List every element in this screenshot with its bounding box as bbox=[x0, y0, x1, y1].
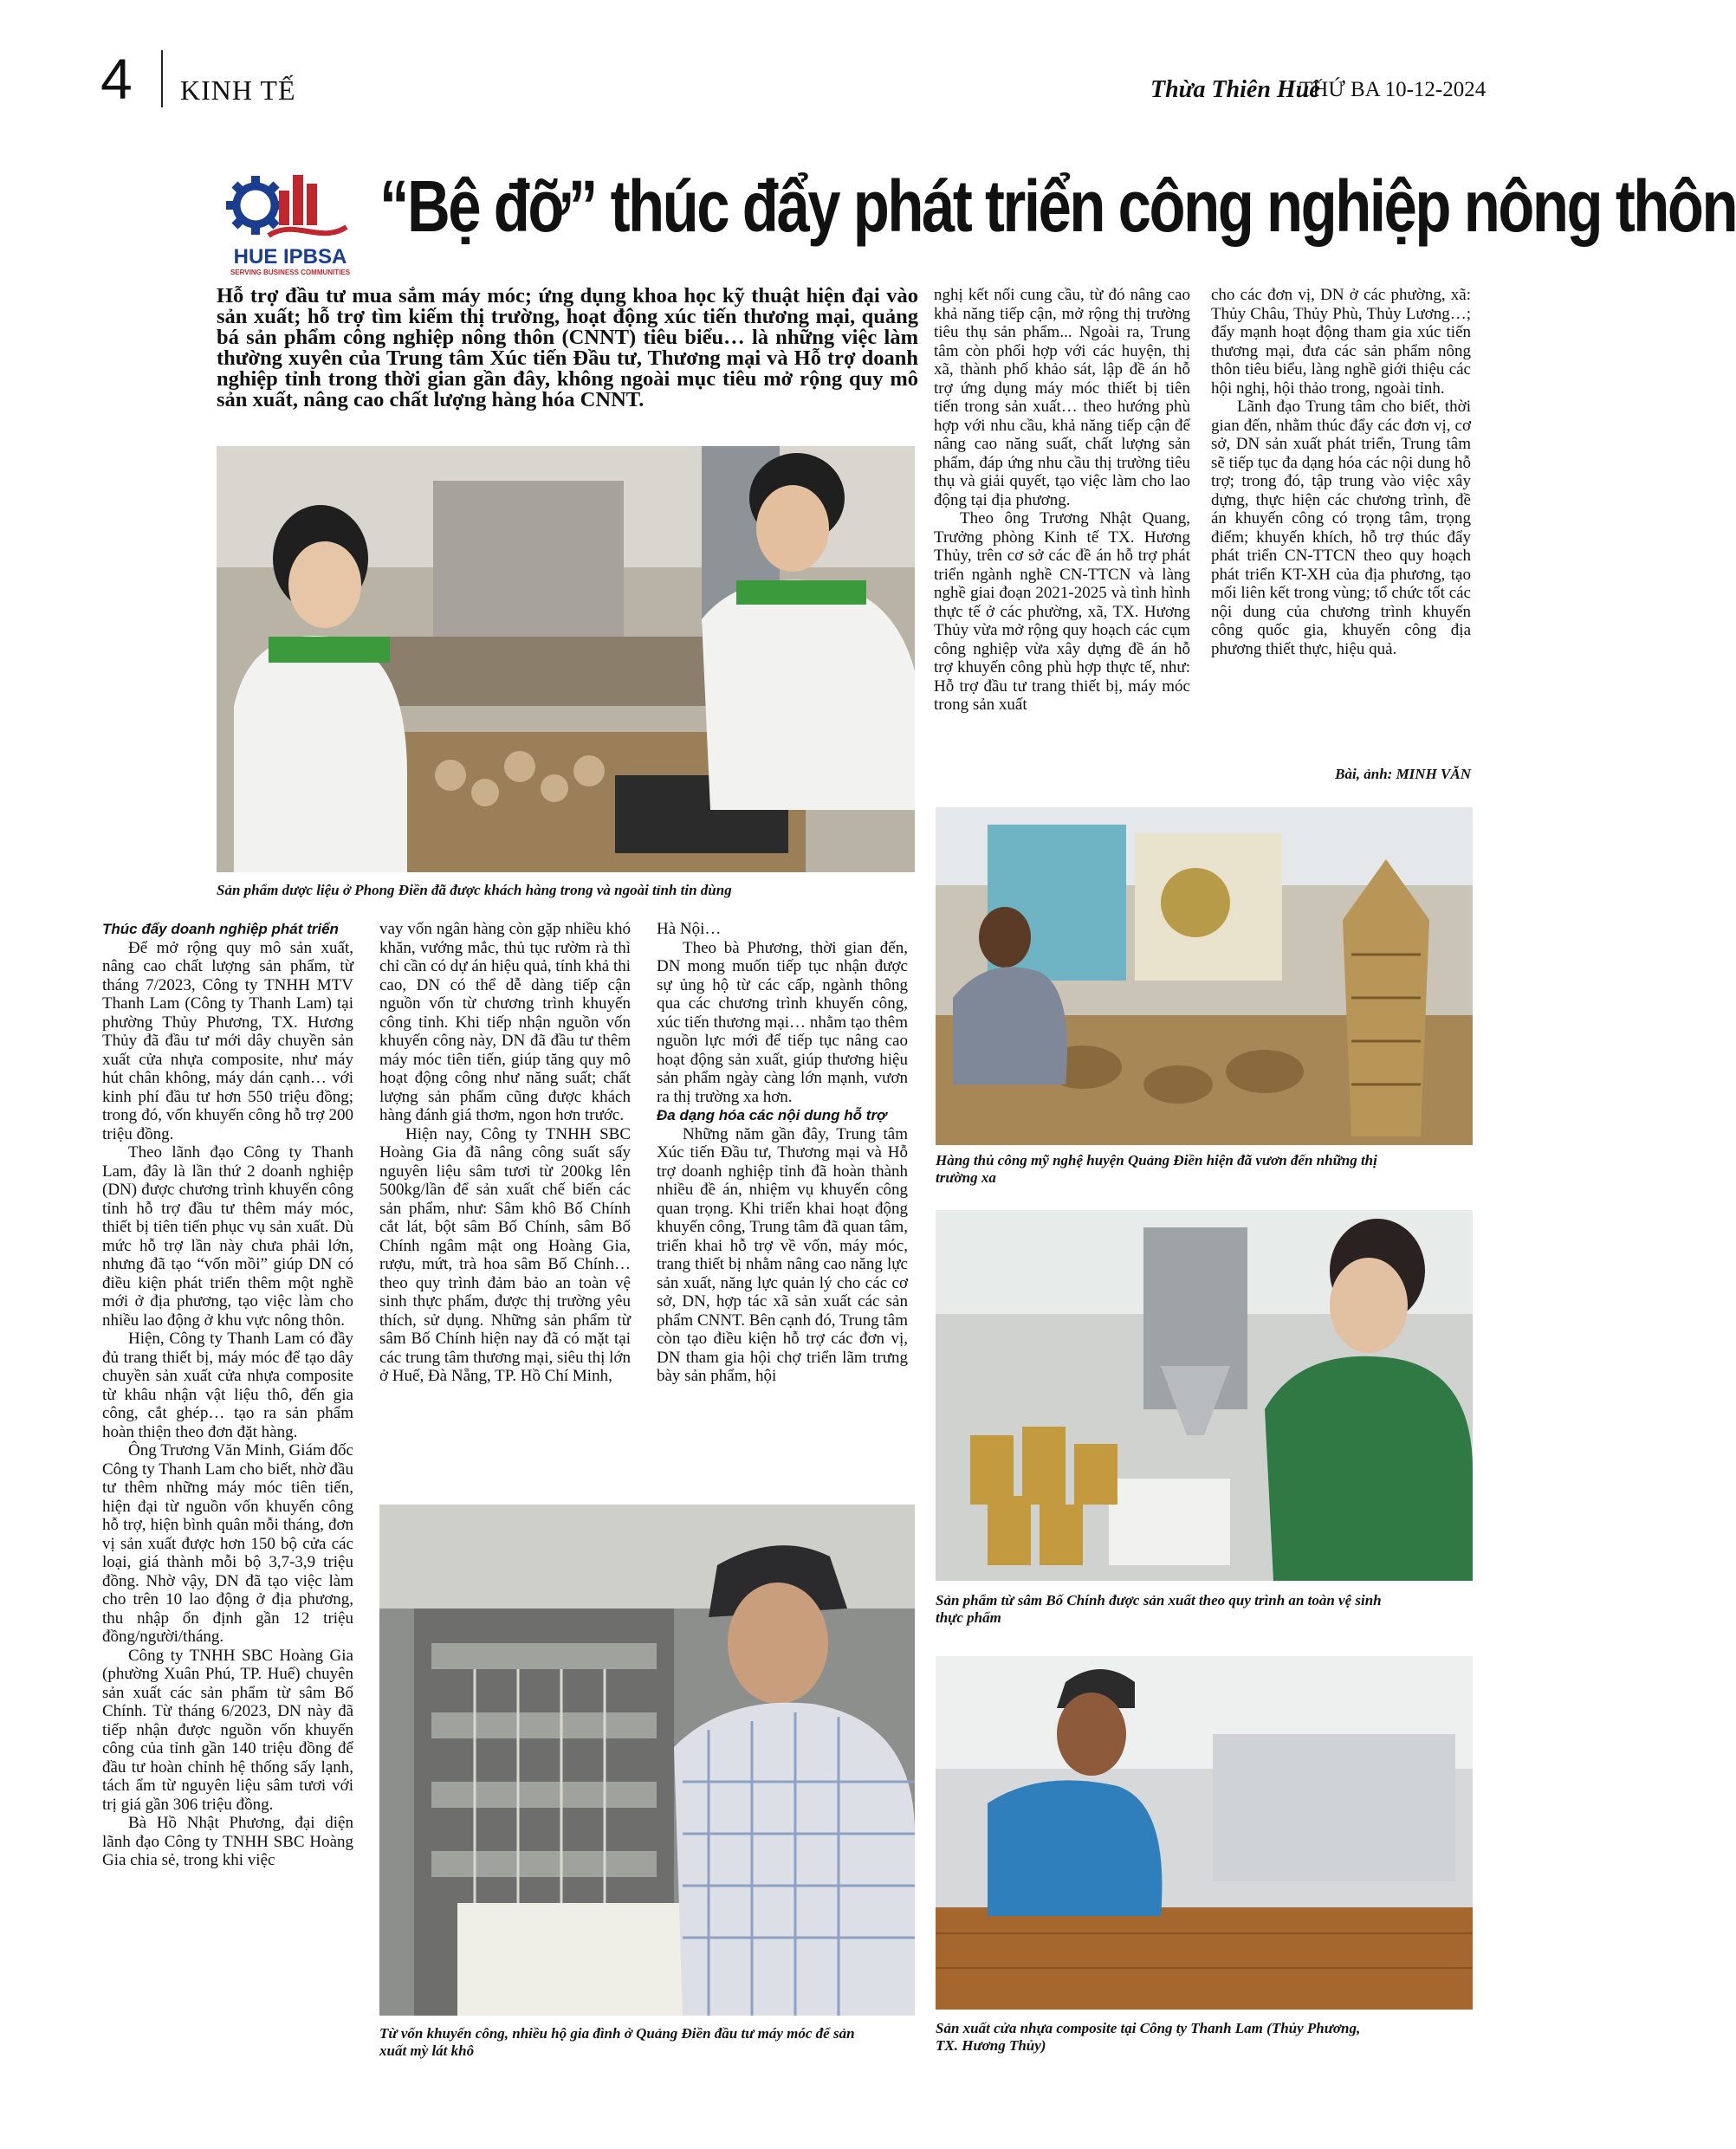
paragraph: Những năm gần đây, Trung tâm Xúc tiến Đầu tư, Thương mại và Hỗ trợ doanh nghiệp tỉnh đã hoàn thành nhiều đề án, nhiệm vụ khuyến công quan trọng. Khi triển khai hoạt động khuyến công, Trung tâm đã quan tâm, triển khai hỗ trợ về vốn, máy móc, trang thiết bị nhằm nâng cao năng lực sản xuất, năng lực quản lý cho các cơ sở, DN, hợp tác xã sản xuất các sản phẩm CNNT. Bên cạnh đó, Trung tâm còn tạo điều kiện hỗ trợ các đơn vị, DN tham gia hội chợ triển lãm trưng bày sản phẩm, hội bbox=[657, 1124, 908, 1385]
text-column-1 bbox=[102, 920, 353, 1870]
text-column-2 bbox=[379, 920, 631, 1386]
paragraph: Bà Hồ Nhật Phương, đại diện lãnh đạo Công ty TNHH SBC Hoàng Gia chia sẻ, trong khi việc bbox=[102, 1814, 353, 1869]
text-column-3 bbox=[657, 920, 908, 1386]
photo-composite-door bbox=[936, 1656, 1473, 2010]
paragraph: vay vốn ngân hàng còn gặp nhiều khó khăn, vướng mắc, thủ tục rườm rà thì chỉ cần có dự án hiệu quả, tính khả thi cao, DN có thể dễ dàng tiếp cận nguồn vốn từ chương trình khuyến công tỉnh. Khi tiếp nhận nguồn vốn khuyến công này, DN đã đầu tư thêm máy móc tiên tiến, giúp tăng quy mô hoạt động công như năng suất; chất lượng sản phẩm cũng được khách hàng đánh giá thơm, ngon hơn trước. bbox=[379, 920, 631, 1124]
logo-name: HUE IPBSA bbox=[233, 245, 347, 269]
caption-photo3: Sản phẩm từ sâm Bố Chính được sản xuất theo quy trình an toàn vệ sinh thực phẩm bbox=[936, 1592, 1382, 1626]
paragraph: Theo bà Phương, thời gian đến, DN mong muốn tiếp tục nhận được sự ủng hộ từ các cấp, ngành thông qua các chương trình khuyến công, xúc tiến thương mại… nhằm tạo thêm nguồn lực mới để tiếp tục nâng cao hoạt động sản xuất, giúp thương hiệu sản phẩm ngày càng lớn mạnh, vươn ra thị trường xa hơn. bbox=[657, 938, 908, 1106]
page-number: 4 bbox=[100, 47, 133, 111]
photo-ginseng-products bbox=[936, 1210, 1473, 1581]
byline-label: Bài, ảnh: bbox=[1335, 766, 1393, 782]
subheading-2: Đa dạng hóa các nội dung hỗ trợ bbox=[657, 1107, 887, 1123]
paragraph: Theo ông Trương Nhật Quang, Trưởng phòng Kinh tế TX. Hương Thủy, trên cơ sở các đề án hỗ trợ phát triển ngành nghề CN-TTCN và làng nghề giai đoạn 2021-2025 và tình hình thực tế ở các phường, xã, TX. Hương Thủy vừa mở rộng quy hoạch các cụm công nghiệp vừa xây dựng đề án hỗ trợ khuyến công phù hợp thực tế, như: Hỗ trợ đầu tư trang thiết bị, máy móc trong sản xuất bbox=[934, 509, 1190, 714]
issue-date: THỨ BA 10-12-2024 bbox=[1299, 78, 1487, 101]
text-column-4 bbox=[934, 286, 1190, 715]
caption-photo1: Sản phẩm dược liệu ở Phong Điền đã được khách hàng trong và ngoài tỉnh tin dùng bbox=[217, 882, 732, 898]
subheading-1: Thúc đẩy doanh nghiệp phát triển bbox=[102, 921, 339, 937]
paragraph: Lãnh đạo Trung tâm cho biết, thời gian đến, nhằm thúc đẩy các đơn vị, cơ sở, DN sản xuất phát triển, Trung tâm sẽ tiếp tục đa dạng hóa các nội dung hỗ trợ; trong đó, tập trung vào việc xây dựng, thực hiện các chương trình, đề án khuyến công có trọng tâm, trọng điểm; khuyến khích, hỗ trợ thúc đẩy phát triển CN-TTCN theo quy hoạch phát triển KT-XH của địa phương, tạo mối liên kết trong vùng; tổ chức tốt các nội dung của chương trình khuyến công quốc gia, khuyến công địa phương thiết thực, hiệu quả. bbox=[1211, 398, 1471, 658]
caption-photo4: Từ vốn khuyến công, nhiều hộ gia đình ở Quảng Điền đầu tư máy móc để sản xuất mỳ lát khô bbox=[379, 2025, 855, 2059]
photo-medicinal-products bbox=[217, 446, 915, 872]
paragraph: Hiện, Công ty Thanh Lam có đầy đủ trang thiết bị, máy móc để tạo dây chuyền sản xuất cửa nhựa composite từ khâu nhận vật liệu thô, đến gia công, cắt ghép… tạo ra sản phẩm hoàn thiện theo đơn đặt hàng. bbox=[102, 1330, 353, 1441]
header-divider bbox=[161, 50, 163, 107]
headline: “Bệ đỡ” thúc đẩy phát triển công nghiệp nông thôn bbox=[379, 165, 1736, 247]
text-column-5 bbox=[1211, 286, 1471, 658]
photo-noodle-machine bbox=[379, 1505, 915, 2016]
paragraph: Công ty TNHH SBC Hoàng Gia (phường Xuân Phú, TP. Huế) chuyên sản xuất các sản phẩm từ sâm Bố Chính. Từ tháng 6/2023, DN này đã tiếp nhận được nguồn vốn khuyến công của tỉnh gần 140 triệu đồng để đầu tư hoàn chỉnh hệ thống sấy lạnh, tách ẩm từ nguyên liệu sâm tươi với trị giá gần 306 triệu đồng. bbox=[102, 1646, 353, 1814]
paragraph: nghị kết nối cung cầu, từ đó nâng cao khả năng tiếp cận, mở rộng thị trường tiêu thụ sản phẩm... Ngoài ra, Trung tâm còn phối hợp với các huyện, thị xã, thành phố khảo sát, lập đề án hỗ trợ ứng dụng máy móc thiết bị tiên tiến trong sản xuất… theo hướng phù hợp với nhu cầu, khả năng tiếp cận để nâng cao năng suất, chất lượng sản phẩm, đáp ứng nhu cầu thị trường tiêu thụ và giải quyết, tạo việc làm cho lao động tại địa phương. bbox=[934, 286, 1190, 509]
paragraph: Để mở rộng quy mô sản xuất, nâng cao chất lượng sản phẩm, từ tháng 7/2023, Công ty TNHH MTV Thanh Lam (Công ty Thanh Lam) tại phường Thủy Phương, TX. Hương Thủy đã đầu tư mới dây chuyền sản xuất cửa nhựa composite, như máy hút chân không, máy dán cạnh… với kinh phí đầu tư hơn 550 triệu đồng; trong đó, vốn khuyến công hỗ trợ 200 triệu đồng. bbox=[102, 938, 353, 1143]
photo-handicrafts bbox=[936, 807, 1473, 1145]
paragraph: Theo lãnh đạo Công ty Thanh Lam, đây là lần thứ 2 doanh nghiệp (DN) được chương trình khuyến công tỉnh hỗ trợ đầu tư thêm máy móc, thiết bị tiên tiến phục vụ sản xuất. Dù mức hỗ trợ lần này chưa phải lớn, nhưng đã tạo “vốn mồi” giúp DN có điều kiện phát triển thêm một nghề mới ở địa phương, tạo việc làm cho nhiều lao động ở khu vực nông thôn. bbox=[102, 1143, 353, 1330]
paragraph: Hà Nội… bbox=[657, 920, 722, 938]
paragraph: cho các đơn vị, DN ở các phường, xã: Thủy Châu, Thủy Phù, Thủy Lương…; đẩy mạnh hoạt động tham gia xúc tiến thương mại, đưa các sản phẩm nông thôn tiêu biểu, làng nghề giới thiệu các hội nghị, hội thảo trong, ngoài tỉnh. bbox=[1211, 286, 1471, 398]
newspaper-name: Thừa Thiên Huế bbox=[1150, 76, 1320, 103]
byline-author: MINH VĂN bbox=[1396, 766, 1471, 782]
logo-tagline: SERVING BUSINESS COMMUNITIES bbox=[230, 269, 351, 276]
caption-photo5: Sản xuất cửa nhựa composite tại Công ty Thanh Lam (Thủy Phương, TX. Hương Thủy) bbox=[936, 2020, 1361, 2054]
caption-photo2: Hàng thủ công mỹ nghệ huyện Quảng Điền hiện đã vươn đến những thị trường xa bbox=[936, 1152, 1377, 1186]
byline bbox=[1213, 766, 1471, 783]
paragraph: Ông Trương Văn Minh, Giám đốc Công ty Thanh Lam cho biết, nhờ đầu tư thêm những máy móc tiên tiến, hiện đại từ nguồn vốn khuyến công hỗ trợ, hiện bình quân mỗi tháng, đơn vị sản xuất được hơn 150 bộ cửa các loại, giá thành mỗi bộ 3,7-3,9 triệu đồng. Nhờ vậy, DN đã tạo việc làm cho trên 10 lao động ở địa phương, thu nhập ổn định gần 12 triệu đồng/người/tháng. bbox=[102, 1441, 353, 1646]
section-title: KINH TẾ bbox=[180, 74, 296, 106]
lead-paragraph: Hỗ trợ đầu tư mua sắm máy móc; ứng dụng khoa học kỹ thuật hiện đại vào sản xuất; hỗ trợ tìm kiếm thị trường, hoạt động xúc tiến thương mại, quảng bá sản phẩm công nghiệp nông thôn (CNNT) tiêu biểu… là những việc làm thường xuyên của Trung tâm Xúc tiến Đầu tư, Thương mại và Hỗ trợ doanh nghiệp tỉnh trong thời gian gần đây, không ngoài mục tiêu mở rộng quy mô sản xuất, nâng cao chất lượng hàng hóa CNNT. bbox=[217, 284, 918, 411]
paragraph: Hiện nay, Công ty TNHH SBC Hoàng Gia đã nâng công suất sấy nguyên liệu sâm tươi từ 200kg lên 500kg/lần để sản xuất chế biến các sản phẩm, như: Sâm khô Bố Chính cắt lát, bột sâm Bố Chính, sâm Bố Chính ngâm mật ong Hoàng Gia, rượu, mứt, trà hoa sâm Bố Chính… theo quy trình đảm bảo an toàn vệ sinh thực phẩm, được thị trường yêu thích, sử dụng. Những sản phẩm từ sâm Bố Chính hiện nay đã có mặt tại các trung tâm thương mại, siêu thị lớn ở Huế, Đà Nẵng, TP. Hồ Chí Minh, bbox=[379, 1124, 632, 1385]
